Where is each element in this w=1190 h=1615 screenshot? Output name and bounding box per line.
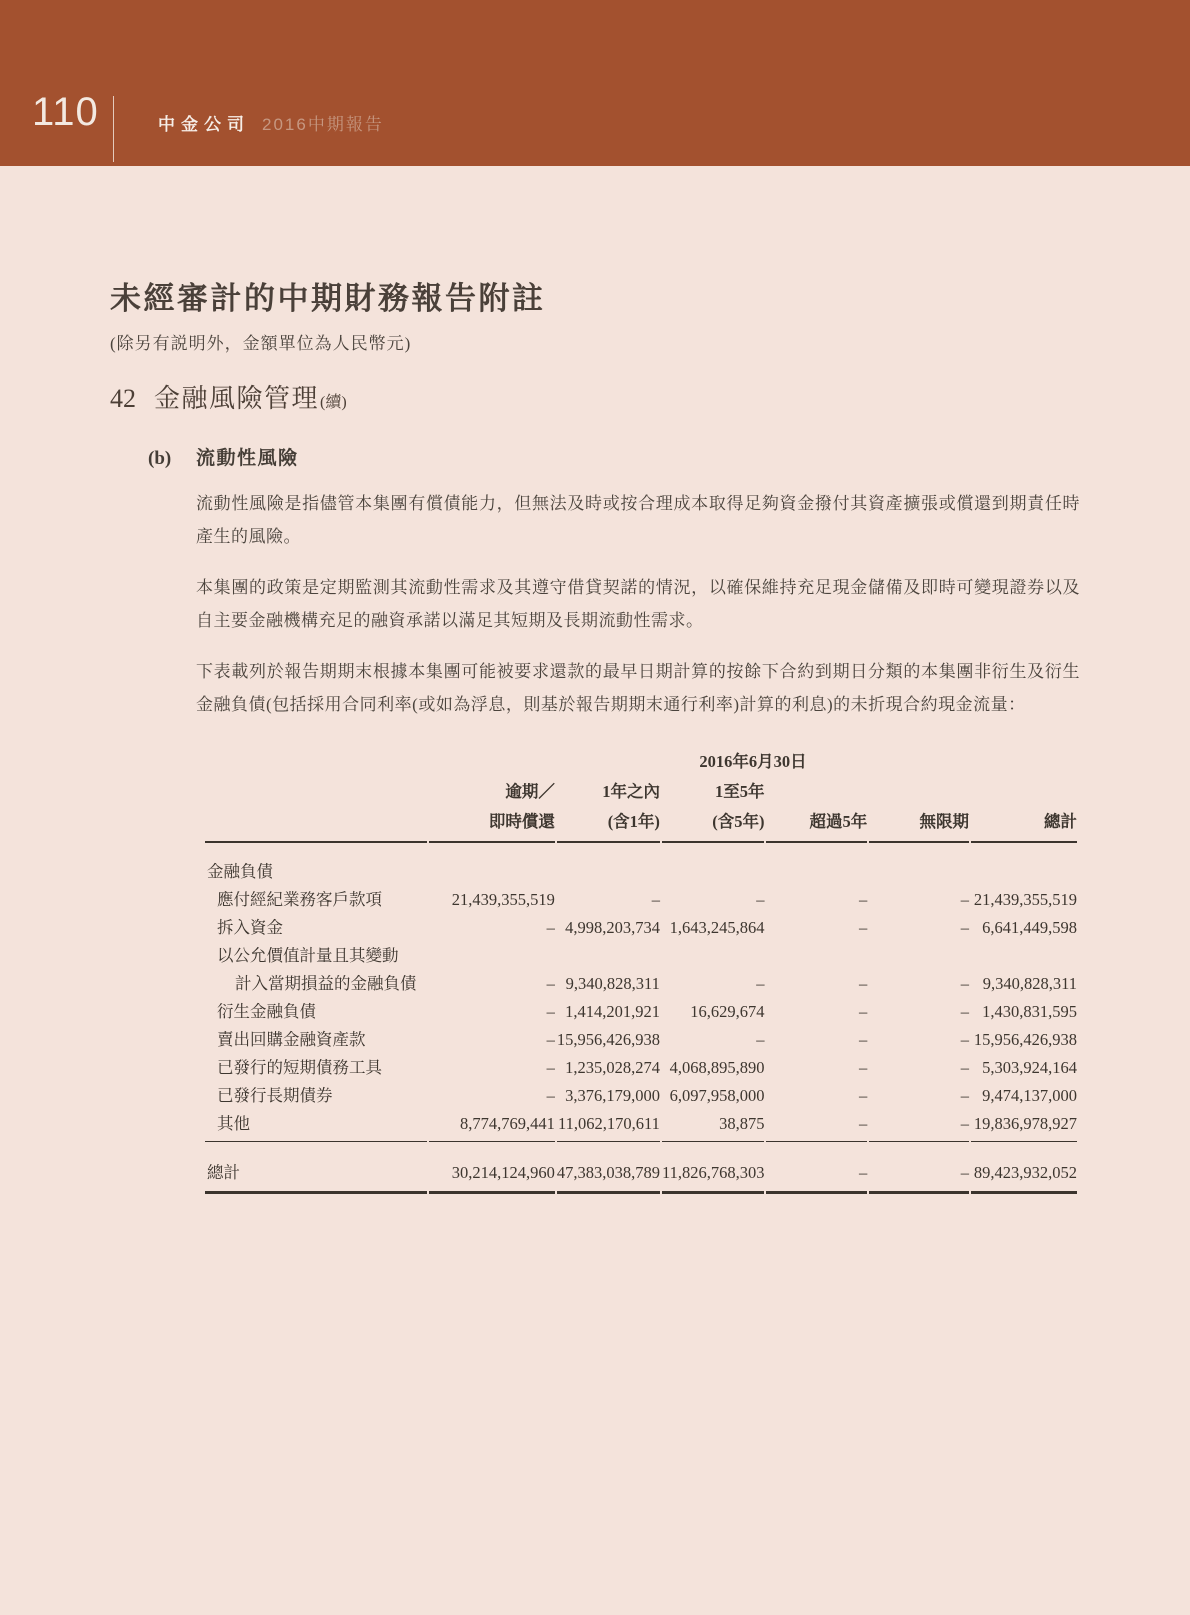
total-value: 89,423,932,052 xyxy=(971,1142,1077,1194)
total-value: 11,826,768,303 xyxy=(662,1142,765,1194)
row-value: 9,474,137,000 xyxy=(982,1086,1077,1106)
row-label: 拆入資金 xyxy=(217,918,283,938)
document-title: 未經審計的中期財務報告附註 xyxy=(110,281,546,316)
total-value: – xyxy=(766,1142,867,1194)
row-value: – xyxy=(960,890,969,910)
table-body xyxy=(205,843,1077,1143)
row-value: – xyxy=(960,974,969,994)
row-value xyxy=(971,843,1077,886)
row-value: – xyxy=(546,1030,555,1050)
col-header-total: 總計 xyxy=(971,813,1077,843)
col-header-overdue-1: 逾期／ xyxy=(505,781,555,801)
row-value xyxy=(557,942,660,970)
table-row xyxy=(205,1026,1077,1054)
row-value: – xyxy=(858,1002,868,1022)
section-title: 金融風險管理 xyxy=(154,383,320,413)
col-header-overdue-2: 即時償還 xyxy=(429,813,555,843)
row-value: – xyxy=(546,1086,555,1106)
page-number: 110 xyxy=(32,90,99,134)
row-value xyxy=(971,942,1077,970)
table-row xyxy=(205,1110,1077,1143)
row-value: 15,956,426,938 xyxy=(973,1030,1077,1050)
row-label: 賣出回購金融資產款 xyxy=(217,1030,366,1050)
maturity-analysis-table xyxy=(203,753,1079,1195)
table-row xyxy=(205,843,1077,886)
row-value: – xyxy=(546,974,555,994)
row-value: – xyxy=(858,890,868,910)
table-row xyxy=(205,1082,1077,1110)
row-value: – xyxy=(858,918,868,938)
row-value: 6,641,449,598 xyxy=(982,918,1077,938)
subsection-title: 流動性風險 xyxy=(196,447,299,469)
table-date-header: 2016年6月30日 xyxy=(699,751,807,771)
page-content xyxy=(0,280,1190,1194)
header-divider xyxy=(113,96,114,162)
table-row xyxy=(205,970,1077,998)
row-label: 計入當期損益的金融負債 xyxy=(235,974,417,994)
row-value: 11,062,170,611 xyxy=(557,1110,660,1143)
total-value: 47,383,038,789 xyxy=(557,1142,660,1194)
row-value: 19,836,978,927 xyxy=(971,1110,1077,1143)
col-header-1to5y-1: 1至5年 xyxy=(714,781,765,801)
row-value: – xyxy=(960,1030,969,1050)
table-header-block xyxy=(205,753,1077,843)
row-label: 金融負債 xyxy=(207,861,273,881)
table-row xyxy=(205,942,1077,970)
row-value: 1,643,245,864 xyxy=(669,918,765,938)
row-value: 21,439,355,519 xyxy=(451,890,555,910)
row-label: 已發行的短期債務工具 xyxy=(217,1058,382,1078)
company-name: 中金公司 xyxy=(158,115,250,134)
row-value: 4,998,203,734 xyxy=(565,918,660,938)
row-value: 21,439,355,519 xyxy=(973,890,1077,910)
row-value: – xyxy=(651,890,660,910)
row-value: 4,068,895,890 xyxy=(669,1058,765,1078)
row-value xyxy=(869,843,969,886)
row-value: – xyxy=(858,1030,868,1050)
row-value: – xyxy=(858,974,868,994)
col-header-within1y-2: (含1年) xyxy=(557,813,660,843)
row-value: 15,956,426,938 xyxy=(556,1030,660,1050)
document-subtitle: (除另有説明外，金額單位為人民幣元) xyxy=(110,333,412,353)
row-value xyxy=(662,942,765,970)
section-heading xyxy=(110,378,1079,415)
row-value: – xyxy=(546,918,555,938)
total-row-label: 總計 xyxy=(205,1142,427,1194)
paragraph-group-policy: 本集團的政策是定期監測其流動性需求及其遵守借貸契諾的情況，以確保維持充足現金儲備及即時可變現證券以及自主要金融機構充足的融資承諾以滿足其短期及長期流動性需求。 xyxy=(196,577,1080,630)
row-value xyxy=(662,843,765,886)
row-value: – xyxy=(960,918,969,938)
row-value xyxy=(429,843,555,886)
row-value xyxy=(557,843,660,886)
col-header-1to5y-2: (含5年) xyxy=(662,813,765,843)
row-value: – xyxy=(960,1086,969,1106)
row-value: 9,340,828,311 xyxy=(565,974,660,994)
row-label: 以公允價值計量且其變動 xyxy=(217,946,399,966)
total-value: 30,214,124,960 xyxy=(429,1142,555,1194)
table-row xyxy=(205,886,1077,914)
row-value xyxy=(869,942,969,970)
row-value: – xyxy=(756,1030,765,1050)
row-value xyxy=(766,942,867,970)
row-value: 6,097,958,000 xyxy=(669,1086,765,1106)
row-value: – xyxy=(756,974,765,994)
row-value: – xyxy=(766,1110,867,1143)
table-column-header-line1 xyxy=(205,783,1077,813)
col-header-undated: 無限期 xyxy=(869,813,969,843)
page-header-band xyxy=(0,0,1190,166)
row-value: 16,629,674 xyxy=(690,1002,765,1022)
row-value: 1,235,028,274 xyxy=(565,1058,660,1078)
row-value xyxy=(429,942,555,970)
table-column-header-line2 xyxy=(205,813,1077,843)
section-number: 42 xyxy=(110,383,136,413)
paragraph-table-intro: 下表載列於報告期期末根據本集團可能被要求還款的最早日期計算的按餘下合約到期日分類的本集團非衍生及衍生金融負債(包括採用合同利率(或如為浮息，則基於報告期期末通行利率)計算的利息)的未折現合約現金流量： xyxy=(196,661,1080,714)
row-value: – xyxy=(858,1086,868,1106)
row-value: 1,414,201,921 xyxy=(565,1002,660,1022)
subsection-label: (b) xyxy=(148,447,172,469)
col-header-within1y-1: 1年之內 xyxy=(602,781,660,801)
row-value: 8,774,769,441 xyxy=(429,1110,555,1143)
row-value: – xyxy=(546,1002,555,1022)
row-value: – xyxy=(869,1110,969,1143)
row-label: 其他 xyxy=(205,1110,427,1143)
col-header-over5y: 超過5年 xyxy=(766,813,867,843)
total-value: – xyxy=(869,1142,969,1194)
row-value: 38,875 xyxy=(662,1110,765,1143)
row-value xyxy=(766,843,867,886)
table-date-row xyxy=(205,753,1077,783)
paragraph-liquidity-definition: 流動性風險是指儘管本集團有償債能力，但無法及時或按合理成本取得足夠資金撥付其資產擴張或償還到期責任時產生的風險。 xyxy=(196,493,1080,546)
row-value: 1,430,831,595 xyxy=(982,1002,1077,1022)
subsection-heading xyxy=(148,443,1079,470)
row-value: – xyxy=(960,1058,969,1078)
table-total-row xyxy=(205,1142,1077,1194)
section-continued-suffix: (續) xyxy=(320,393,347,411)
row-label: 已發行長期債券 xyxy=(217,1086,333,1106)
row-label: 衍生金融負債 xyxy=(217,1002,316,1022)
row-value: – xyxy=(756,890,765,910)
row-label: 應付經紀業務客戶款項 xyxy=(217,890,382,910)
row-value: – xyxy=(546,1058,555,1078)
report-edition: 2016中期報告 xyxy=(262,115,384,134)
row-value: – xyxy=(960,1002,969,1022)
row-value: 5,303,924,164 xyxy=(982,1058,1077,1078)
table-row xyxy=(205,914,1077,942)
row-value: 9,340,828,311 xyxy=(982,974,1077,994)
table-row xyxy=(205,998,1077,1026)
row-value: 3,376,179,000 xyxy=(565,1086,660,1106)
table-row xyxy=(205,1054,1077,1082)
row-value: – xyxy=(858,1058,868,1078)
